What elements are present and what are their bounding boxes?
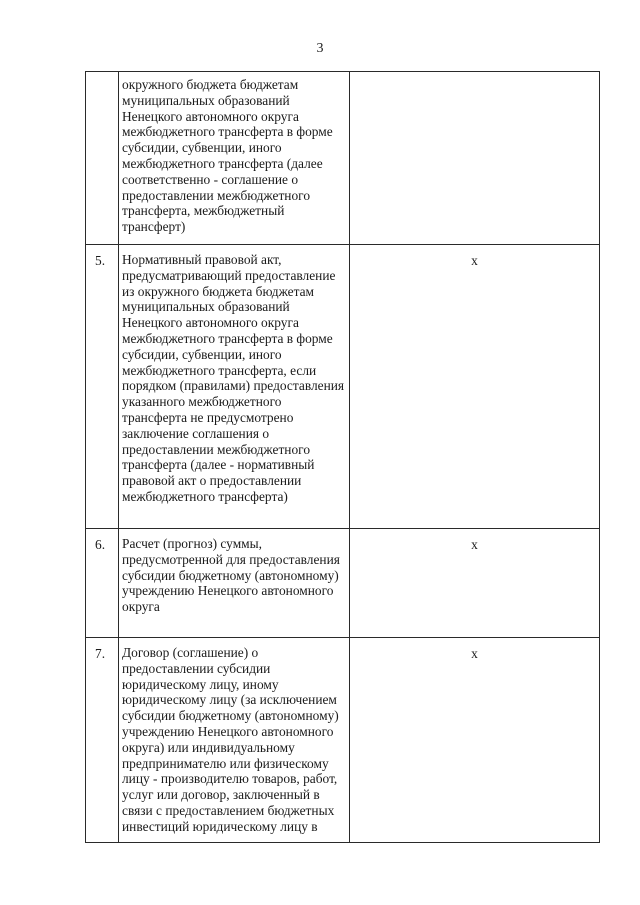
row-mark: x bbox=[471, 537, 478, 552]
page-number: 3 bbox=[316, 41, 324, 56]
row-number: 7. bbox=[95, 646, 106, 661]
row-number: 5. bbox=[95, 253, 106, 268]
row-number-cell bbox=[86, 529, 119, 638]
row-description: Нормативный правовой акт, предусматривающий предоставление из окружного бюджета бюджетам муниципальных образований Ненецкого автономного округа межбюджетного трансферта в форме субсидии, субвенции, иного межбюджетного трансферта, если порядком (правилами) предоставления указанного межбюджетного трансферта не предусмотрено заключение соглашения о предоставлении межбюджетного трансферта (далее - нормативный правовой акт о предоставлении межбюджетного трансферта) bbox=[122, 252, 345, 504]
row-description: Расчет (прогноз) суммы, предусмотренной для предоставления субсидии бюджетному (автономному) учреждению Ненецкого автономного округа bbox=[122, 536, 340, 615]
row-number-cell bbox=[86, 245, 119, 529]
row-number bbox=[86, 72, 118, 80]
row-number-cell bbox=[86, 72, 119, 245]
row-mark bbox=[350, 72, 599, 80]
row-mark-cell bbox=[350, 72, 600, 245]
row-description-cell bbox=[119, 245, 350, 529]
table-row bbox=[86, 245, 600, 529]
row-mark-cell bbox=[350, 638, 600, 843]
row-description-cell bbox=[119, 529, 350, 638]
row-mark-cell bbox=[350, 529, 600, 638]
row-description: окружного бюджета бюджетам муниципальных образований Ненецкого автономного округа межбюджетного трансферта в форме субсидии, субвенции, иного межбюджетного трансферта (далее соответственно - соглашение о предоставлении межбюджетного трансферта, межбюджетный трансферт) bbox=[122, 77, 333, 235]
row-mark: x bbox=[471, 646, 478, 661]
row-mark-cell bbox=[350, 245, 600, 529]
table-row bbox=[86, 72, 600, 245]
table-row bbox=[86, 638, 600, 843]
row-description-cell bbox=[119, 638, 350, 843]
row-description-cell bbox=[119, 72, 350, 245]
document-table bbox=[85, 71, 600, 843]
row-number: 6. bbox=[95, 537, 106, 552]
row-number-cell bbox=[86, 638, 119, 843]
row-description: Договор (соглашение) о предоставлении субсидии юридическому лицу, иному юридическому лицу (за исключением субсидии бюджетному (автономному) учреждению Ненецкого автономного округа) или индивидуальному предпринимателю или физическому лицу - производителю товаров, работ, услуг или договор, заключенный в связи с предоставлением бюджетных инвестиций юридическому лицу в bbox=[122, 645, 339, 834]
row-mark: x bbox=[471, 253, 478, 268]
table-row bbox=[86, 529, 600, 638]
